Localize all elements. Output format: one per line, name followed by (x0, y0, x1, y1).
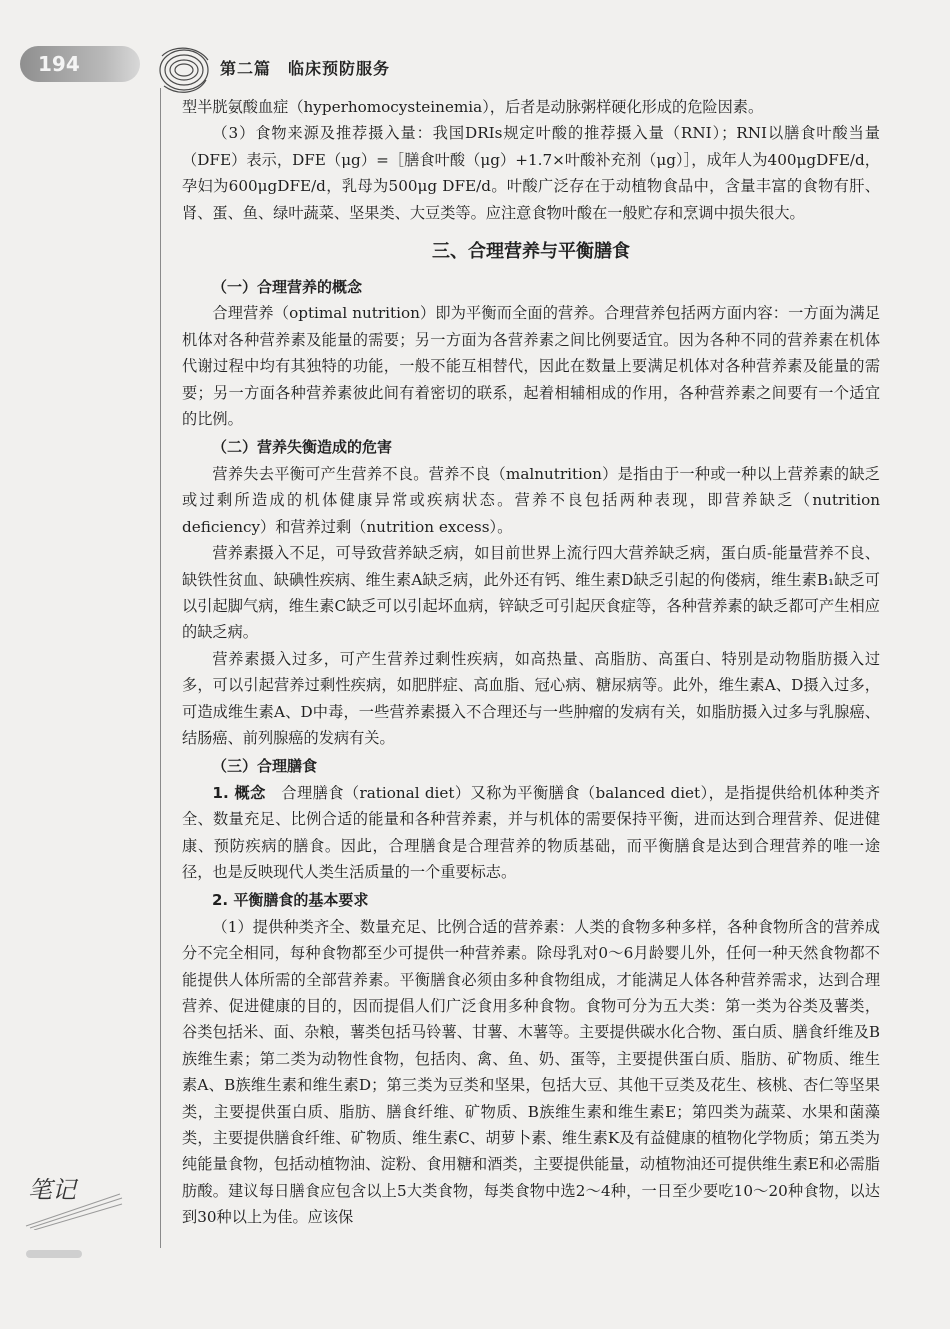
paragraph: 营养素摄入过多，可产生营养过剩性疾病，如高热量、高脂肪、高蛋白、特别是动物脂肪摄入过多，可以引起营养过剩性疾病，如肥胖症、高血脂、冠心病、糖尿病等。此外，维生素A、D摄入过多，可造成维生素A、D中毒，一些营养素摄入不合理还与一些肿瘤的发病有关，如脂肪摄入过多与乳腺癌、结肠癌、前列腺癌的发病有关。 (182, 649, 880, 747)
subsection-heading: （二）营养失衡造成的危害 (212, 438, 393, 457)
subsection-heading: 2. 平衡膳食的基本要求 (212, 891, 369, 910)
paragraph: 营养素摄入不足，可导致营养缺乏病，如目前世界上流行四大营养缺乏病，蛋白质-能量营养不良、缺铁性贫血、缺碘性疾病、维生素A缺乏病，此外还有钙、维生素D缺乏引起的佝偻病，维生素B₁缺乏可以引起脚气病，维生素C缺乏可以引起坏血病，锌缺乏可引起厌食症等，各种营养素的缺乏都可产生相应的缺乏病。 (182, 544, 880, 642)
subsection-heading: （一）合理营养的概念 (212, 278, 363, 297)
pen-stroke-icon (24, 1190, 124, 1230)
swirl-logo-icon (154, 38, 214, 98)
section-title: 三、合理营养与平衡膳食 (432, 241, 630, 263)
paragraph: 营养失去平衡可产生营养不良。营养不良（malnutrition）是指由于一种或一种以上营养素的缺乏或过剩所造成的机体健康异常或疾病状态。营养不良包括两种表现，即营养缺乏（nutrition deficiency）和营养过剩（nutrition excess）。 (182, 464, 880, 536)
paragraph: （3）食物来源及推荐摄入量：我国DRIs规定叶酸的推荐摄入量（RNI）；RNI以膳食叶酸当量（DFE）表示，DFE（μg）=［膳食叶酸（μg）+1.7×叶酸补充剂（μg）］，成年人为400μgDFE/d，孕妇为600μgDFE/d，乳母为500μg DFE/d。叶酸广泛存在于动植物食品中，含量丰富的食物有肝、肾、蛋、鱼、绿叶蔬菜、坚果类、大豆类等。应注意食物叶酸在一般贮存和烹调中损失很大。 (182, 124, 880, 222)
paragraph-text: 合理膳食（rational diet）又称为平衡膳食（balanced diet），是指提供给机体种类齐全、数量充足、比例合适的能量和各种营养素，并与机体的需要保持平衡，进而达到合理营养、促进健康、预防疾病的膳食。因此，合理膳食是合理营养的物质基础，而平衡膳食是达到合理营养的唯一途径，也是反映现代人类生活质量的一个重要标志。 (182, 783, 881, 881)
notes-margin (24, 1170, 124, 1240)
notes-label: 笔记 (28, 1176, 76, 1204)
page-number-badge: 194 (20, 46, 140, 82)
paragraph: 型半胱氨酸血症（hyperhomocysteinemia），后者是动脉粥样硬化形成的危险因素。 (182, 98, 764, 116)
running-header-title: 第二篇 临床预防服务 (220, 59, 391, 78)
scan-smudge (26, 1250, 82, 1258)
margin-divider (160, 88, 161, 1248)
main-text (182, 94, 880, 1231)
paragraph: 合理营养（optimal nutrition）即为平衡而全面的营养。合理营养包括两方面内容：一方面为满足机体对各种营养素及能量的需要；另一方面为各营养素之间比例要适宜。因为各种不同的营养素在机体代谢过程中均有其独特的功能，一般不能互相替代，因此在数量上要满足机体对各种营养素及能量的需要；另一方面各种营养素彼此间有着密切的联系，起着相辅相成的作用，各种营养素之间要有一个适宜的比例。 (182, 304, 880, 429)
paragraph: （1）提供种类齐全、数量充足、比例合适的营养素：人类的食物多种多样，各种食物所含的营养成分不完全相同，每种食物都至少可提供一种营养素。除母乳对0～6月龄婴儿外，任何一种天然食物都不能提供人体所需的全部营养素。平衡膳食必须由多种食物组成，才能满足人体各种营养需求，达到合理营养、促进健康的目的，因而提倡人们广泛食用多种食物。食物可分为五大类：第一类为谷类及薯类，谷类包括米、面、杂粮，薯类包括马铃薯、甘薯、木薯等。主要提供碳水化合物、蛋白质、膳食纤维及B族维生素；第二类为动物性食物，包括肉、禽、鱼、奶、蛋等，主要提供蛋白质、脂肪、矿物质、维生素A、B族维生素和维生素D；第三类为豆类和坚果，包括大豆、其他干豆类及花生、核桃、杏仁等坚果类，主要提供蛋白质、脂肪、膳食纤维、矿物质、B族维生素和维生素E；第四类为蔬菜、水果和菌藻类，主要提供膳食纤维、矿物质、维生素C、胡萝卜素、维生素K及有益健康的植物化学物质；第五类为纯能量食物，包括动植物油、淀粉、食用糖和酒类，主要提供能量，动植物油还可提供维生素E和必需脂肪酸。建议每日膳食应包含以上5大类食物，每类食物中选2～4种，一日至少要吃10～20种食物，以达到30种以上为佳。应该保 (182, 917, 880, 1227)
inline-heading: 1. 概念 (212, 783, 266, 802)
subsection-heading: （三）合理膳食 (212, 757, 318, 776)
paragraph (182, 780, 880, 886)
